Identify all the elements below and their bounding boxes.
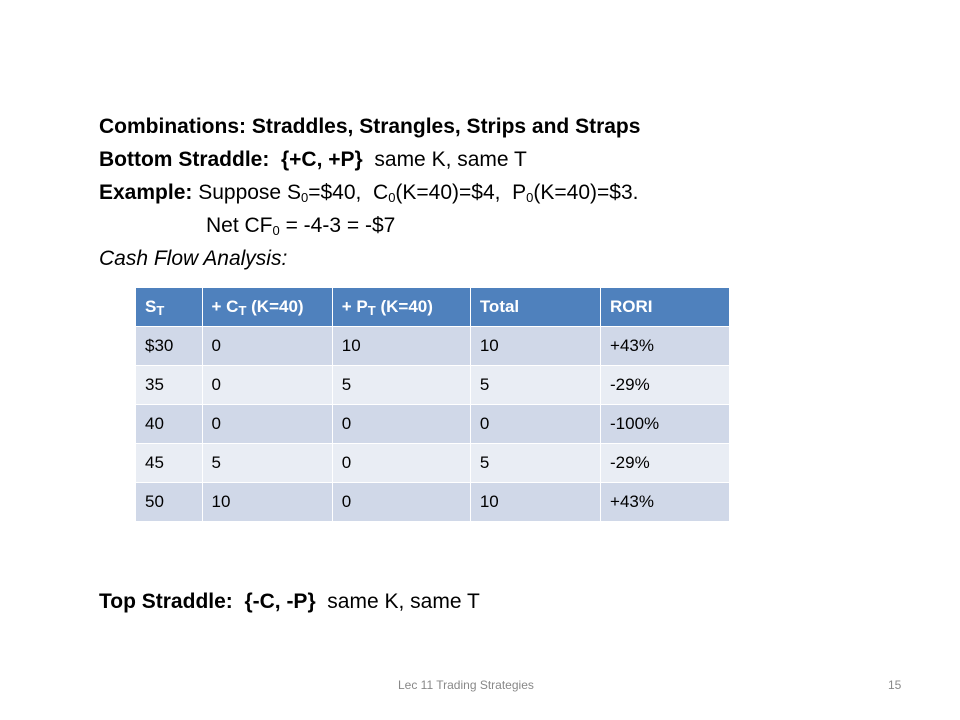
cash-flow-analysis-label: Cash Flow Analysis:	[99, 247, 288, 270]
cell-total: 5	[470, 366, 600, 405]
subscript: 0	[272, 223, 280, 238]
example-text: Suppose S	[192, 181, 301, 204]
cell-st: $30	[136, 327, 203, 366]
cell-call: 5	[202, 444, 332, 483]
cell-put: 0	[332, 405, 470, 444]
table-row	[136, 327, 730, 366]
cell-rori: +43%	[601, 483, 730, 522]
subscript: 0	[526, 190, 534, 205]
cell-call: 0	[202, 366, 332, 405]
table-row	[136, 483, 730, 522]
net-cf-line	[99, 209, 899, 242]
cell-total: 10	[470, 483, 600, 522]
page-number: 15	[888, 678, 902, 692]
bottom-straddle-line	[99, 143, 899, 176]
header-put: + $P_T$ (K=40)	[332, 288, 470, 327]
example-text: (K=40)=$4, P	[395, 181, 527, 204]
header-total: Total	[470, 288, 600, 327]
bottom-straddle-condition: same K, same T	[362, 148, 527, 171]
cell-st: 50	[136, 483, 203, 522]
cell-rori: -100%	[601, 405, 730, 444]
cell-total: 10	[470, 327, 600, 366]
top-straddle-line	[99, 590, 480, 614]
cell-put: 0	[332, 483, 470, 522]
example-text: (K=40)=$3.	[533, 181, 639, 204]
net-cf-text: Net CF	[206, 214, 273, 237]
cell-call: 0	[202, 405, 332, 444]
cash-flow-table	[135, 287, 730, 522]
heading-combinations: Combinations: Straddles, Strangles, Strips and Straps	[99, 115, 641, 138]
slide-body	[99, 110, 899, 275]
cell-put: 0	[332, 444, 470, 483]
cell-total: 0	[470, 405, 600, 444]
header-rori: RORI	[601, 288, 730, 327]
example-line	[99, 176, 899, 209]
header-call: + $C_T$ (K=40)	[202, 288, 332, 327]
example-text: =$40, C	[308, 181, 389, 204]
footer-title: Lec 11 Trading Strategies	[398, 678, 534, 692]
bottom-straddle-label: Bottom Straddle: {+C, +P}	[99, 148, 363, 171]
top-straddle-label: Top Straddle: {-C, -P}	[99, 590, 316, 613]
cell-put: 5	[332, 366, 470, 405]
net-cf-text: = -4-3 = -$7	[279, 214, 396, 237]
top-straddle-condition: same K, same T	[315, 590, 480, 613]
cell-rori: -29%	[601, 366, 730, 405]
cell-call: 10	[202, 483, 332, 522]
cell-st: 35	[136, 366, 203, 405]
subscript: 0	[388, 190, 396, 205]
cell-st: 40	[136, 405, 203, 444]
table-row	[136, 366, 730, 405]
cell-total: 5	[470, 444, 600, 483]
cell-put: 10	[332, 327, 470, 366]
cell-rori: +43%	[601, 327, 730, 366]
cell-call: 0	[202, 327, 332, 366]
table-header-row	[136, 288, 730, 327]
example-label: Example:	[99, 181, 193, 204]
cell-rori: -29%	[601, 444, 730, 483]
table-row	[136, 444, 730, 483]
subscript: 0	[300, 190, 309, 205]
header-st: $S_T$	[136, 288, 203, 327]
table-row	[136, 405, 730, 444]
cell-st: 45	[136, 444, 203, 483]
